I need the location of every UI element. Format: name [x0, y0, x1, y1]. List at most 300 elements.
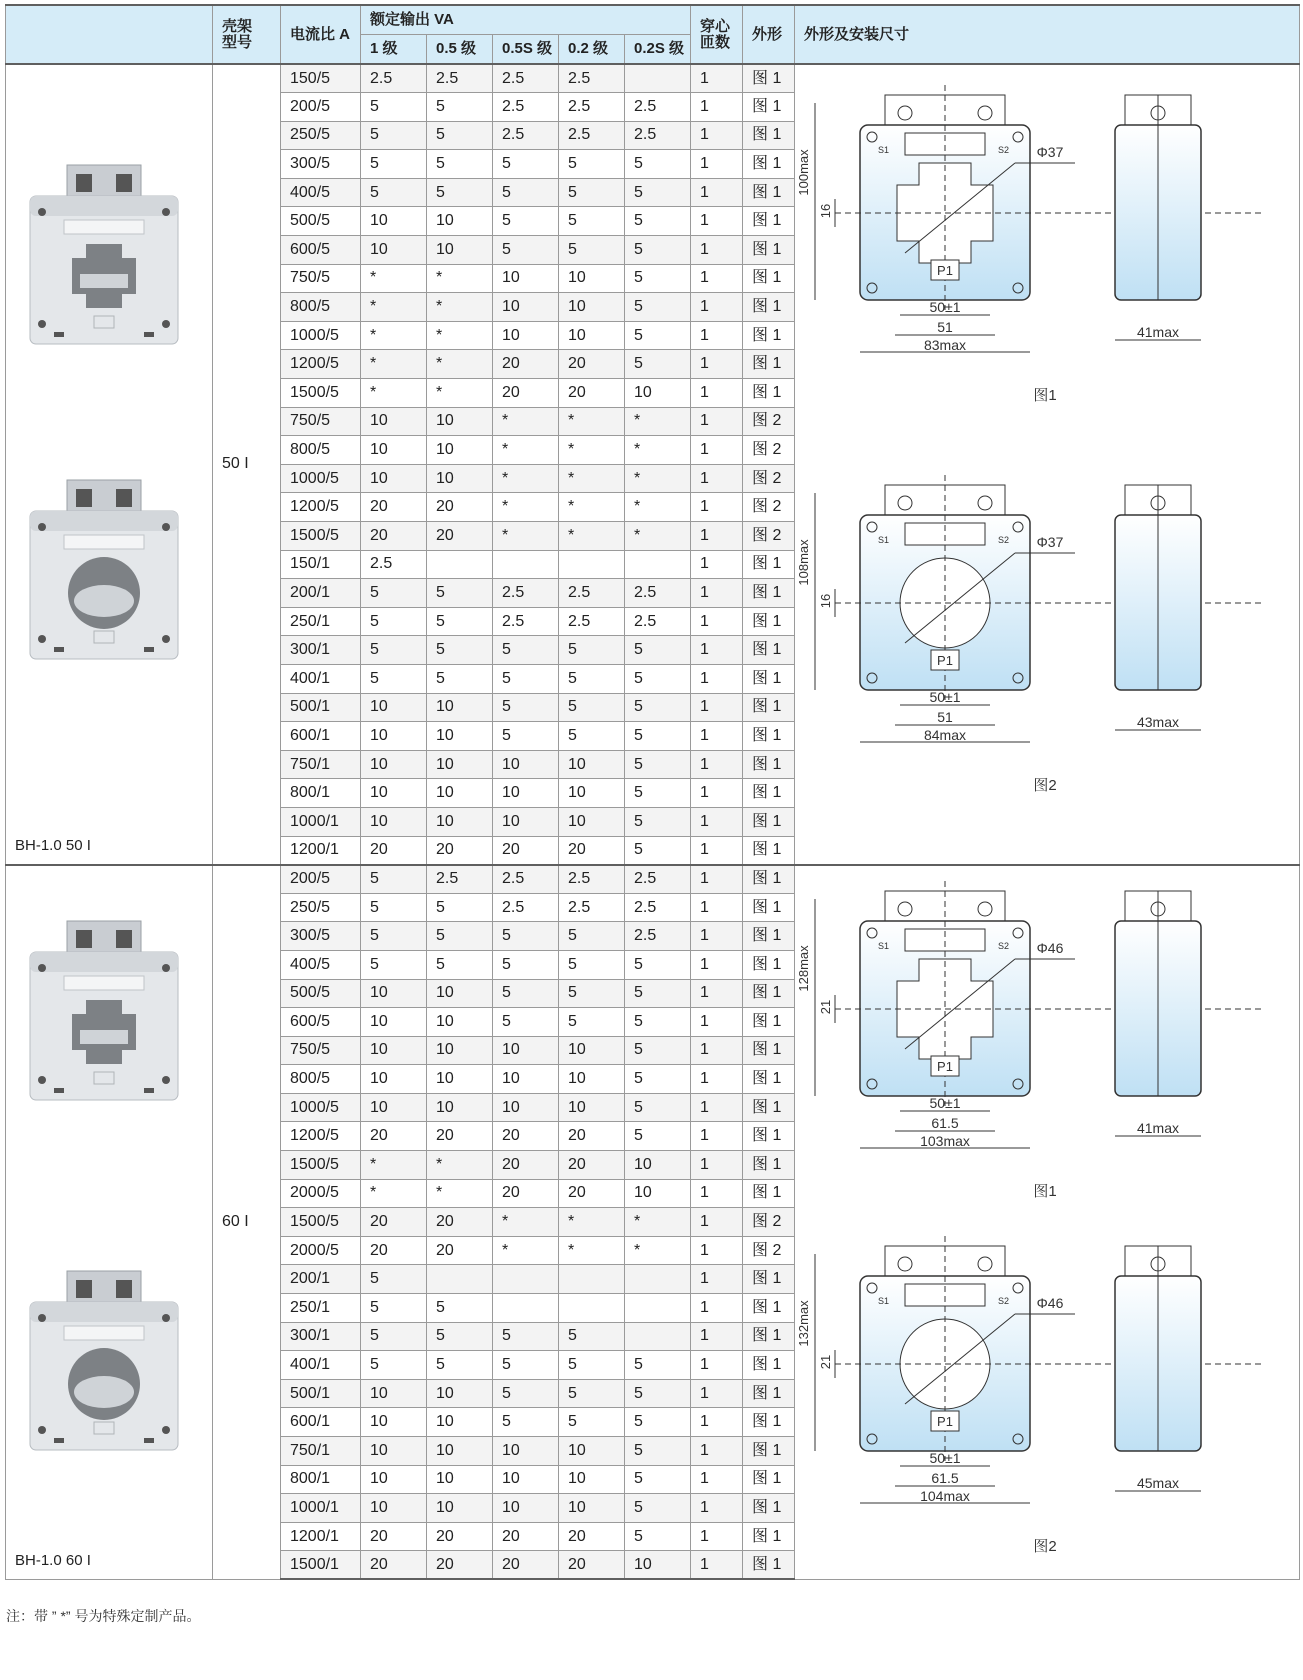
terminal-screw-right [116, 489, 132, 507]
turns-cell: 1 [691, 493, 743, 522]
ratio-cell: 1200/5 [281, 1122, 361, 1151]
header-shape: 外形 [743, 5, 795, 64]
diameter-label: Φ37 [1036, 144, 1064, 160]
class-0-5s-cell: 5 [493, 150, 559, 179]
turns-cell: 1 [691, 1522, 743, 1551]
class-0-2-cell: 5 [559, 636, 625, 665]
class-0-2s-cell: 5 [625, 722, 691, 751]
class-0-5-cell: 10 [427, 979, 493, 1008]
class-0-2s-cell: 5 [625, 779, 691, 808]
height-label: 132max [796, 1300, 811, 1347]
class-1-cell: 5 [361, 950, 427, 979]
class-0-5s-cell: 5 [493, 1008, 559, 1037]
header-class-0-5s: 0.5S 级 [493, 34, 559, 64]
s2-label: S2 [998, 535, 1010, 545]
turns-cell: 1 [691, 1179, 743, 1208]
class-0-5-cell: 10 [427, 1036, 493, 1065]
class-0-5s-cell: 5 [493, 178, 559, 207]
ratio-cell: 250/5 [281, 893, 361, 922]
class-0-2s-cell: 5 [625, 293, 691, 322]
class-0-2s-cell: 5 [625, 1036, 691, 1065]
class-0-5-cell: 10 [427, 807, 493, 836]
class-1-cell: 10 [361, 693, 427, 722]
class-0-5s-cell: 20 [493, 1179, 559, 1208]
class-0-2-cell: 20 [559, 379, 625, 408]
class-0-2-cell: * [559, 1208, 625, 1237]
turns-cell: 1 [691, 1008, 743, 1037]
height-label: 108max [796, 539, 811, 586]
ratio-cell: 1500/5 [281, 522, 361, 551]
class-0-2s-cell: 10 [625, 1151, 691, 1180]
product-photo [24, 1266, 184, 1456]
class-1-cell: * [361, 350, 427, 379]
foot-right [144, 647, 154, 652]
turns-cell: 1 [691, 379, 743, 408]
class-0-2-cell: 10 [559, 264, 625, 293]
product-photo [24, 916, 184, 1106]
class-0-2s-cell: 2.5 [625, 922, 691, 951]
turns-cell: 1 [691, 1465, 743, 1494]
shape-cell: 图 1 [743, 750, 795, 779]
class-0-2-cell: 10 [559, 1494, 625, 1523]
turns-cell: 1 [691, 436, 743, 465]
class-0-2s-cell: 2.5 [625, 865, 691, 894]
class-1-cell: 5 [361, 579, 427, 608]
class-1-cell: 10 [361, 1008, 427, 1037]
w1-label: 50±1 [929, 299, 961, 315]
turns-cell: 1 [691, 779, 743, 808]
ratio-cell: 800/5 [281, 1065, 361, 1094]
turns-cell: 1 [691, 865, 743, 894]
drawing-canvas [795, 65, 1300, 838]
class-0-5-cell: 5 [427, 150, 493, 179]
terminal-screw-right [116, 1280, 132, 1298]
class-0-2-cell: 2.5 [559, 579, 625, 608]
class-0-2s-cell: 5 [625, 1408, 691, 1437]
class-1-cell: 5 [361, 178, 427, 207]
class-0-5s-cell: 10 [493, 293, 559, 322]
class-0-2-cell: 5 [559, 1379, 625, 1408]
figure-caption: 图2 [1033, 777, 1057, 794]
class-1-cell: 10 [361, 750, 427, 779]
header-class-0-2s: 0.2S 级 [625, 34, 691, 64]
class-0-5-cell: 20 [427, 522, 493, 551]
class-0-2-cell [559, 550, 625, 579]
ratio-cell: 400/1 [281, 1351, 361, 1380]
class-0-2-cell: 20 [559, 1151, 625, 1180]
shape-cell: 图 1 [743, 1379, 795, 1408]
class-0-2-cell: 5 [559, 178, 625, 207]
ratio-cell: 500/5 [281, 979, 361, 1008]
class-0-5s-cell [493, 1294, 559, 1323]
shape-cell: 图 1 [743, 321, 795, 350]
class-0-2-cell: 5 [559, 722, 625, 751]
turns-cell: 1 [691, 93, 743, 122]
class-0-2-cell: 10 [559, 1465, 625, 1494]
mount-hole-2 [38, 1076, 46, 1084]
shape-cell: 图 1 [743, 1437, 795, 1466]
class-1-cell: 5 [361, 121, 427, 150]
shape-cell: 图 1 [743, 150, 795, 179]
ratio-cell: 400/5 [281, 178, 361, 207]
shape-cell: 图 1 [743, 1494, 795, 1523]
class-0-5-cell: 10 [427, 1408, 493, 1437]
class-0-2s-cell: 5 [625, 178, 691, 207]
class-0-5s-cell: 2.5 [493, 607, 559, 636]
shape-cell: 图 2 [743, 1208, 795, 1237]
class-0-5s-cell: 5 [493, 207, 559, 236]
ratio-cell: 1000/5 [281, 464, 361, 493]
ratio-cell: 1500/5 [281, 1151, 361, 1180]
class-0-5s-cell: 20 [493, 836, 559, 865]
class-0-5-cell: * [427, 293, 493, 322]
class-0-5-cell: 5 [427, 579, 493, 608]
turns-cell: 1 [691, 1551, 743, 1580]
shape-cell: 图 1 [743, 664, 795, 693]
class-0-2-cell: 5 [559, 693, 625, 722]
class-1-cell: 20 [361, 1551, 427, 1580]
turns-cell: 1 [691, 979, 743, 1008]
class-0-2s-cell: 2.5 [625, 121, 691, 150]
class-0-5s-cell: 20 [493, 1522, 559, 1551]
class-0-2s-cell: 5 [625, 1065, 691, 1094]
class-0-5-cell: 5 [427, 893, 493, 922]
class-1-cell: 20 [361, 836, 427, 865]
nameplate [64, 1326, 144, 1340]
header-class-0-5: 0.5 级 [427, 34, 493, 64]
shell-model-cell: 50 I [213, 64, 281, 865]
shape-cell: 图 1 [743, 550, 795, 579]
spec-table [5, 4, 1300, 1580]
ratio-cell: 200/1 [281, 1265, 361, 1294]
class-0-2s-cell: 5 [625, 750, 691, 779]
ratio-cell: 1500/1 [281, 1551, 361, 1580]
ratio-cell: 300/1 [281, 1322, 361, 1351]
class-0-2s-cell: * [625, 464, 691, 493]
w3-label: 83max [923, 337, 967, 353]
class-0-5s-cell: 5 [493, 1408, 559, 1437]
class-0-2s-cell: 10 [625, 379, 691, 408]
class-1-cell: 10 [361, 1494, 427, 1523]
side-width-label: 41max [1136, 1119, 1180, 1136]
turns-cell: 1 [691, 1065, 743, 1094]
class-0-2-cell: 10 [559, 779, 625, 808]
turns-cell: 1 [691, 350, 743, 379]
shape-cell: 图 1 [743, 1008, 795, 1037]
ratio-cell: 750/5 [281, 264, 361, 293]
class-0-5s-cell: 20 [493, 1151, 559, 1180]
turns-cell: 1 [691, 321, 743, 350]
ratio-cell: 800/1 [281, 779, 361, 808]
header-current-ratio: 电流比 A [281, 5, 361, 64]
class-0-5-cell: 10 [427, 1008, 493, 1037]
class-0-5-cell: 10 [427, 236, 493, 265]
class-0-5-cell: 2.5 [427, 865, 493, 894]
class-0-2-cell: 10 [559, 1437, 625, 1466]
class-0-5-cell: 10 [427, 1494, 493, 1523]
class-0-2s-cell: 5 [625, 950, 691, 979]
class-1-cell: 10 [361, 236, 427, 265]
class-0-5-cell: 10 [427, 750, 493, 779]
class-0-5-cell: * [427, 264, 493, 293]
class-0-2s-cell: 5 [625, 664, 691, 693]
ratio-cell: 150/5 [281, 64, 361, 93]
gap-label: 21 [818, 999, 833, 1014]
class-1-cell: 10 [361, 407, 427, 436]
w2-label: 51 [937, 319, 953, 335]
class-1-cell: 10 [361, 779, 427, 808]
shape-cell: 图 1 [743, 865, 795, 894]
shape-cell: 图 1 [743, 922, 795, 951]
drawing-fig2 [796, 475, 1265, 794]
class-0-2s-cell [625, 1265, 691, 1294]
mount-hole-1 [162, 1314, 170, 1322]
figure-caption: 图1 [1033, 387, 1057, 404]
class-0-5-cell: 10 [427, 1379, 493, 1408]
shape-cell: 图 1 [743, 1151, 795, 1180]
product-photo [24, 160, 184, 350]
class-0-2-cell: 20 [559, 1551, 625, 1580]
dimension-drawings [795, 64, 1300, 865]
mount-hole-0 [38, 523, 46, 531]
ratio-cell: 300/5 [281, 922, 361, 951]
class-1-cell: 5 [361, 1294, 427, 1323]
shape-cell: 图 1 [743, 693, 795, 722]
s1-label: S1 [878, 535, 890, 545]
class-0-2-cell: * [559, 407, 625, 436]
class-0-5-cell: * [427, 350, 493, 379]
class-0-5-cell: 5 [427, 664, 493, 693]
mount-hole-2 [38, 320, 46, 328]
class-0-5-cell: 10 [427, 1437, 493, 1466]
mount-hole-0 [38, 964, 46, 972]
class-0-2s-cell: 5 [625, 1437, 691, 1466]
ratio-cell: 1200/5 [281, 493, 361, 522]
class-0-5s-cell: 2.5 [493, 93, 559, 122]
class-0-5s-cell: 2.5 [493, 893, 559, 922]
class-0-2-cell: 5 [559, 150, 625, 179]
class-0-2s-cell: 5 [625, 807, 691, 836]
class-1-cell: * [361, 1151, 427, 1180]
class-0-2-cell: 20 [559, 1179, 625, 1208]
class-0-2-cell: 2.5 [559, 121, 625, 150]
foot-left [54, 647, 64, 652]
class-0-5s-cell: 2.5 [493, 64, 559, 93]
w1-label: 50±1 [929, 1449, 961, 1466]
s2-label: S2 [998, 940, 1010, 951]
ratio-cell: 300/5 [281, 150, 361, 179]
class-0-2-cell: 5 [559, 922, 625, 951]
class-0-5-cell: 10 [427, 407, 493, 436]
class-0-2s-cell [625, 550, 691, 579]
class-0-5-cell: 20 [427, 1236, 493, 1265]
side-width-label: 43max [1136, 714, 1180, 730]
mount-hole-0 [38, 1314, 46, 1322]
turns-cell: 1 [691, 1351, 743, 1380]
class-1-cell: 2.5 [361, 64, 427, 93]
class-0-2-cell: 10 [559, 293, 625, 322]
ratio-cell: 750/5 [281, 1036, 361, 1065]
class-0-5-cell: 5 [427, 178, 493, 207]
class-0-2s-cell: 5 [625, 1522, 691, 1551]
class-1-cell: 5 [361, 865, 427, 894]
class-0-2-cell: 5 [559, 979, 625, 1008]
class-0-2s-cell: 5 [625, 1465, 691, 1494]
turns-cell: 1 [691, 1322, 743, 1351]
shape-cell: 图 1 [743, 1351, 795, 1380]
header-class-1: 1 级 [361, 34, 427, 64]
class-0-5-cell [427, 550, 493, 579]
class-0-5s-cell: 5 [493, 1379, 559, 1408]
class-1-cell: 10 [361, 807, 427, 836]
core-inner [74, 1376, 134, 1408]
shape-cell: 图 2 [743, 522, 795, 551]
class-0-2s-cell: 5 [625, 1351, 691, 1380]
class-0-5s-cell: * [493, 1236, 559, 1265]
class-0-2s-cell: 5 [625, 1008, 691, 1037]
shape-cell: 图 1 [743, 293, 795, 322]
shape-cell: 图 1 [743, 950, 795, 979]
class-0-5s-cell: 20 [493, 1551, 559, 1580]
ratio-cell: 2000/5 [281, 1179, 361, 1208]
class-0-2s-cell: 2.5 [625, 893, 691, 922]
turns-cell: 1 [691, 1494, 743, 1523]
height-label: 100max [796, 149, 811, 196]
turns-cell: 1 [691, 836, 743, 865]
class-0-2s-cell: * [625, 522, 691, 551]
ratio-cell: 1200/5 [281, 350, 361, 379]
class-0-2s-cell: 5 [625, 693, 691, 722]
ratio-cell: 200/1 [281, 579, 361, 608]
turns-cell: 1 [691, 264, 743, 293]
class-1-cell: 10 [361, 979, 427, 1008]
mount-hole-2 [38, 635, 46, 643]
class-0-2-cell: 5 [559, 207, 625, 236]
turns-cell: 1 [691, 579, 743, 608]
turns-cell: 1 [691, 750, 743, 779]
class-0-2s-cell: 5 [625, 1494, 691, 1523]
mount-hole-1 [162, 208, 170, 216]
class-0-2s-cell [625, 64, 691, 93]
class-0-5-cell: 5 [427, 121, 493, 150]
gap-label: 16 [818, 203, 833, 219]
class-1-cell: 5 [361, 1265, 427, 1294]
ratio-cell: 1200/1 [281, 836, 361, 865]
turns-cell: 1 [691, 1379, 743, 1408]
diameter-label: Φ37 [1036, 534, 1064, 550]
class-0-5-cell: 20 [427, 1208, 493, 1237]
class-1-cell: 5 [361, 893, 427, 922]
product-cell [6, 865, 213, 1580]
class-0-5s-cell: 5 [493, 1322, 559, 1351]
footnote: 注：带 ” *” 号为特殊定制产品。 [6, 1608, 201, 1624]
nameplate [64, 976, 144, 990]
shape-cell: 图 1 [743, 1265, 795, 1294]
ratio-cell: 1000/1 [281, 807, 361, 836]
class-0-5-cell: 5 [427, 93, 493, 122]
class-0-2-cell: * [559, 522, 625, 551]
class-1-cell: 5 [361, 664, 427, 693]
class-0-5s-cell: 5 [493, 950, 559, 979]
class-0-5-cell: * [427, 379, 493, 408]
ratio-cell: 800/5 [281, 293, 361, 322]
shape-cell: 图 1 [743, 1065, 795, 1094]
class-0-2s-cell: 2.5 [625, 579, 691, 608]
table-row [6, 64, 1300, 93]
class-1-cell: 20 [361, 1236, 427, 1265]
housing-top [30, 1302, 178, 1322]
turns-cell: 1 [691, 207, 743, 236]
class-0-5s-cell: 5 [493, 236, 559, 265]
shape-cell: 图 1 [743, 93, 795, 122]
shape-cell: 图 1 [743, 893, 795, 922]
class-0-5s-cell: * [493, 493, 559, 522]
class-0-2-cell: 10 [559, 1093, 625, 1122]
shape-cell: 图 1 [743, 722, 795, 751]
shape-cell: 图 1 [743, 636, 795, 665]
class-0-2s-cell: 5 [625, 1379, 691, 1408]
class-0-5-cell: 20 [427, 1122, 493, 1151]
class-0-5s-cell: * [493, 407, 559, 436]
class-0-2-cell: 5 [559, 1408, 625, 1437]
w3-label: 103max [920, 1132, 970, 1149]
gap-label: 21 [818, 1354, 833, 1369]
turns-cell: 1 [691, 178, 743, 207]
ratio-cell: 750/5 [281, 407, 361, 436]
class-1-cell: 10 [361, 436, 427, 465]
class-0-2s-cell: 5 [625, 1122, 691, 1151]
class-0-2-cell: * [559, 464, 625, 493]
class-0-5s-cell: 10 [493, 1093, 559, 1122]
class-0-5-cell: 2.5 [427, 64, 493, 93]
class-0-2-cell: 2.5 [559, 893, 625, 922]
w2-label: 61.5 [931, 1114, 959, 1131]
class-1-cell: 20 [361, 1208, 427, 1237]
w1-label: 50±1 [929, 689, 961, 705]
class-1-cell: 10 [361, 1465, 427, 1494]
foot-left [54, 1088, 64, 1093]
nameplate [64, 535, 144, 549]
class-0-5s-cell: 5 [493, 1351, 559, 1380]
turns-cell: 1 [691, 1294, 743, 1323]
class-0-5s-cell: * [493, 436, 559, 465]
shape-cell: 图 1 [743, 1551, 795, 1580]
turns-cell: 1 [691, 893, 743, 922]
turns-cell: 1 [691, 1236, 743, 1265]
nameplate [64, 220, 144, 234]
class-0-5s-cell: 5 [493, 693, 559, 722]
mount-hole-3 [162, 320, 170, 328]
class-0-2-cell: 5 [559, 1008, 625, 1037]
shape-cell: 图 2 [743, 1236, 795, 1265]
header-rated-output: 额定输出 VA [361, 5, 691, 34]
class-0-2-cell: 20 [559, 350, 625, 379]
class-1-cell: 10 [361, 1408, 427, 1437]
p1-label: P1 [937, 1413, 953, 1429]
class-0-5s-cell: 2.5 [493, 865, 559, 894]
class-0-2-cell: 5 [559, 236, 625, 265]
core-inner [74, 585, 134, 617]
class-0-5-cell: 10 [427, 1465, 493, 1494]
class-0-5-cell: * [427, 1151, 493, 1180]
class-1-cell: * [361, 321, 427, 350]
class-0-2s-cell: 5 [625, 1093, 691, 1122]
class-1-cell: * [361, 1179, 427, 1208]
class-1-cell: 10 [361, 1093, 427, 1122]
turns-cell: 1 [691, 664, 743, 693]
side-width-label: 45max [1136, 1474, 1180, 1491]
mount-hole-1 [162, 964, 170, 972]
